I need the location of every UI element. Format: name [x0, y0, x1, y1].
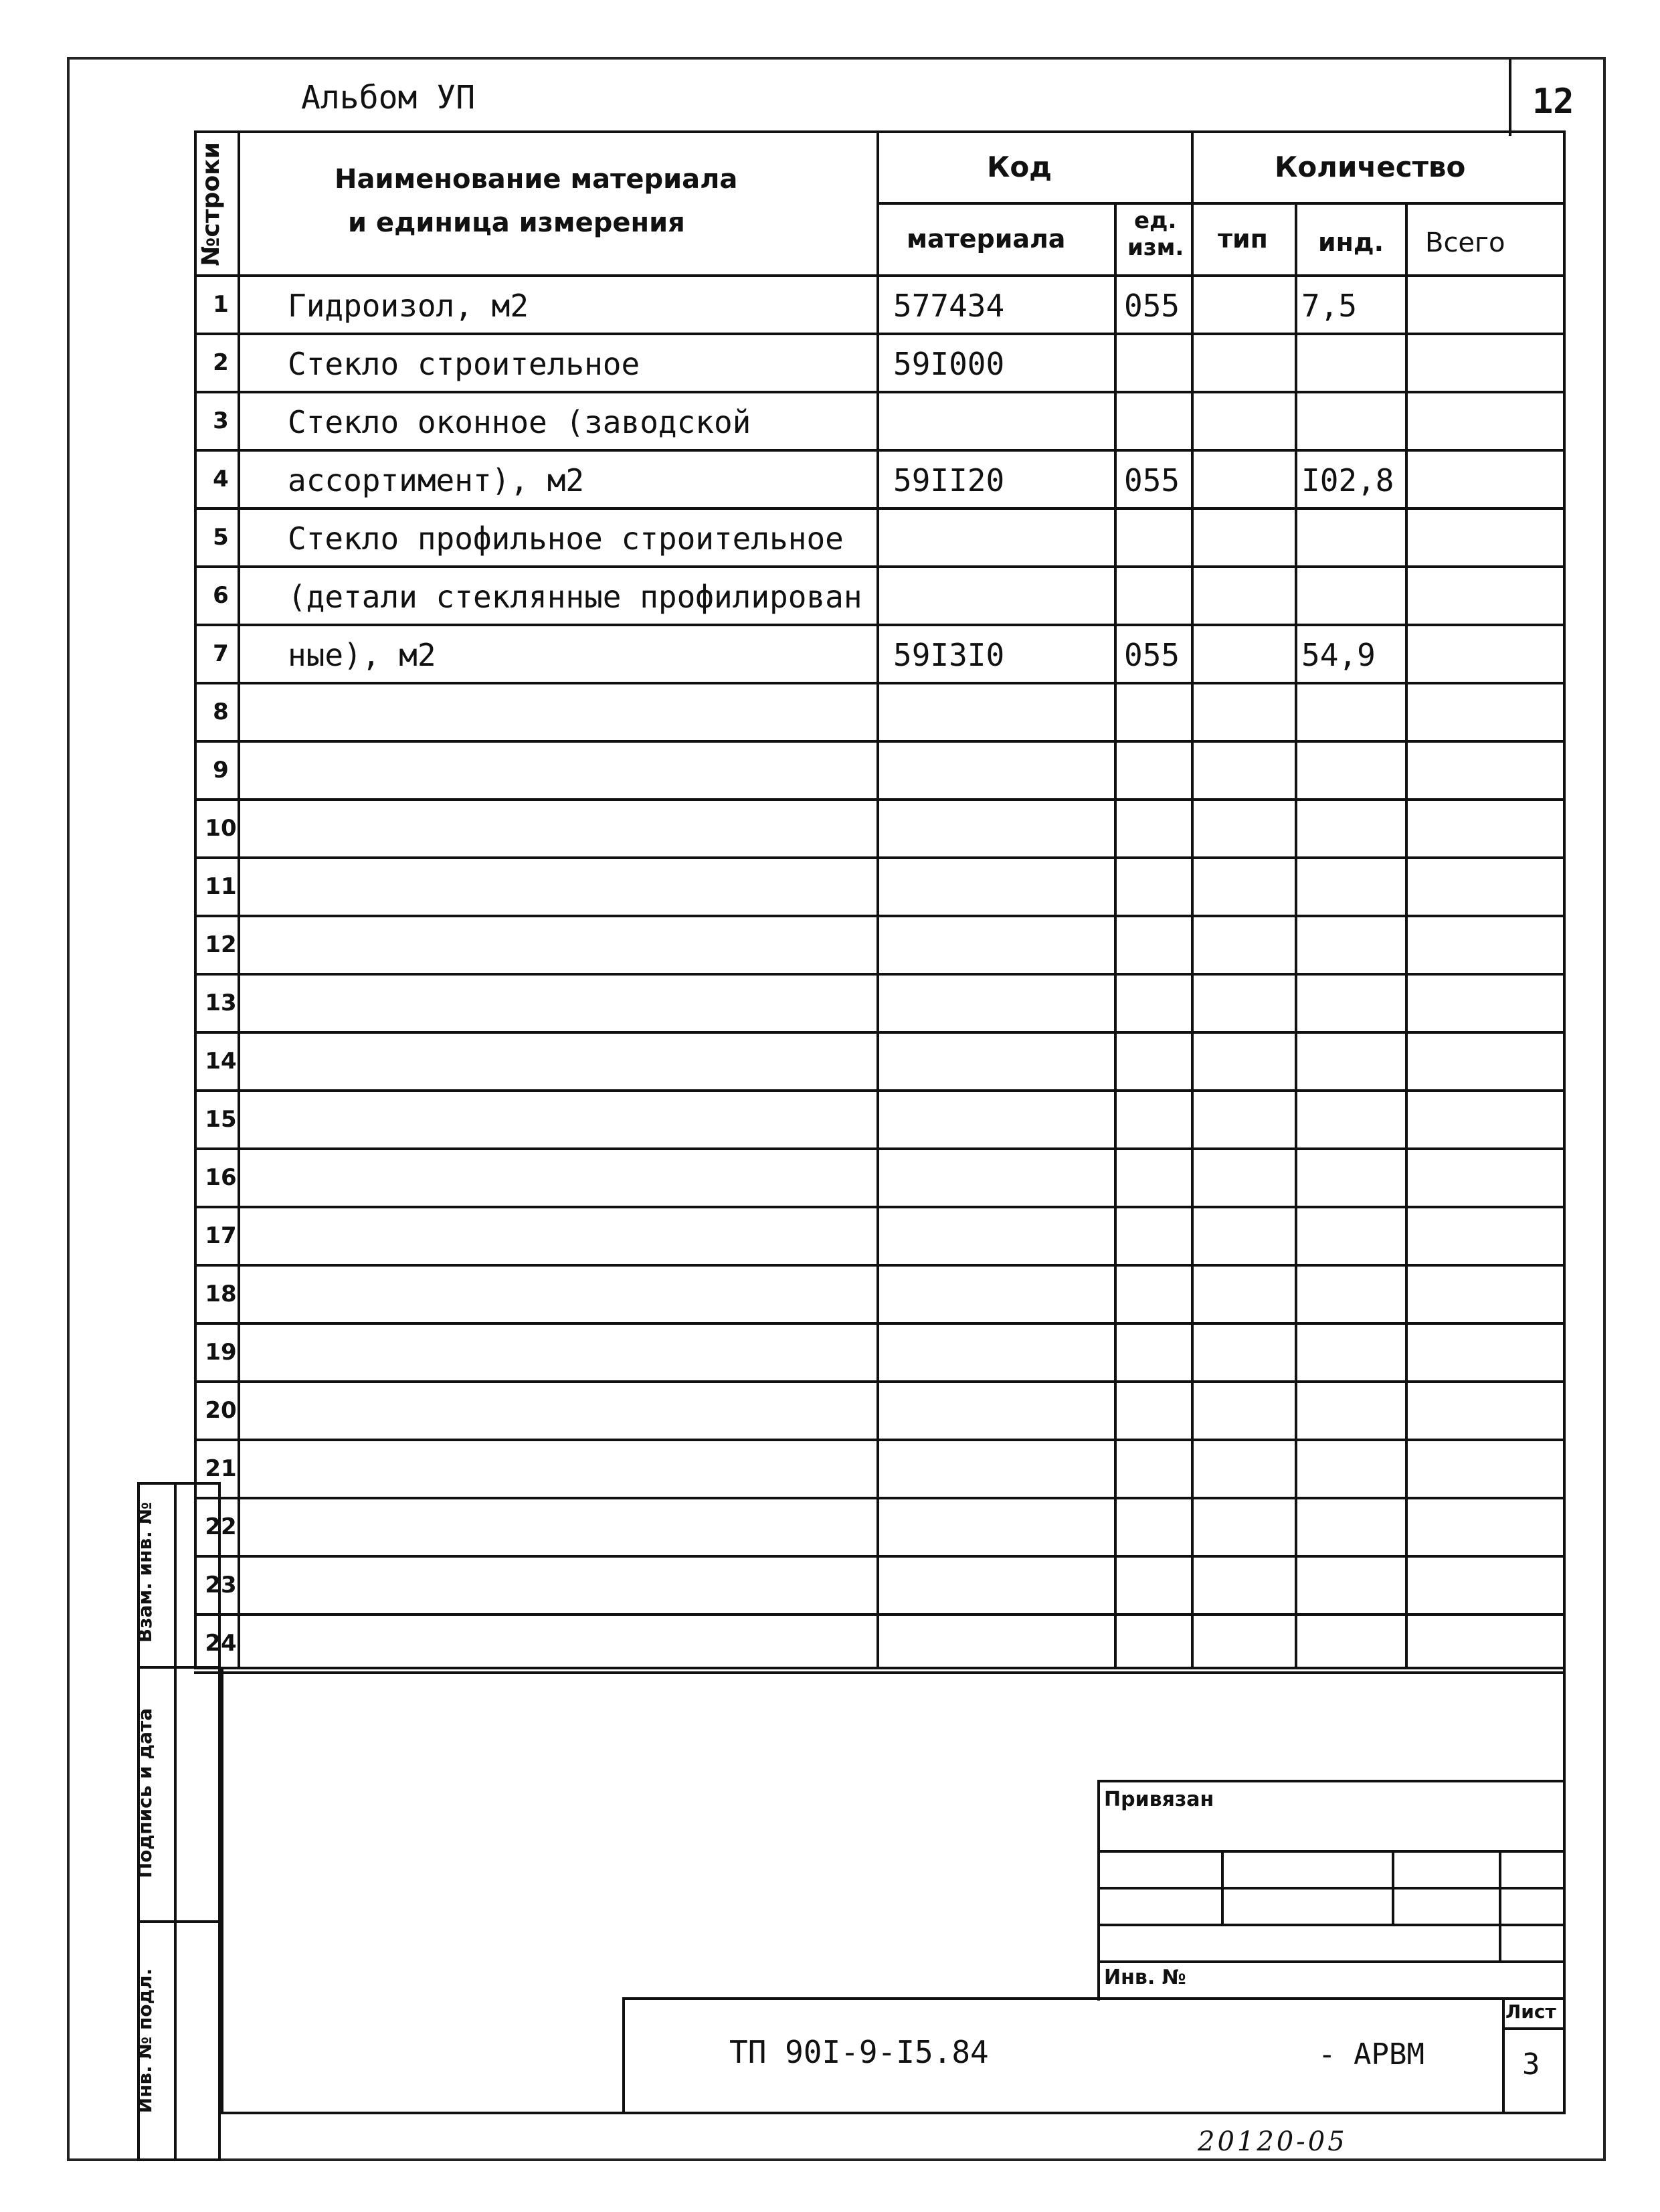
privyazan-col-3 [1499, 1850, 1501, 1960]
cell-n: 22 [205, 1513, 237, 1540]
table-row-line [194, 624, 1566, 626]
cell-n: 20 [205, 1397, 237, 1424]
table-row-line [194, 798, 1566, 801]
cell-n: 16 [205, 1164, 237, 1191]
header-mid-line [877, 202, 1566, 205]
inv-no-label: Инв. № [1104, 1966, 1186, 1989]
stamp-podpis-data: Подпись и дата [134, 1708, 156, 1879]
table-row-line [194, 1322, 1566, 1325]
cell-n: 14 [205, 1048, 237, 1075]
table-row-line [194, 1439, 1566, 1441]
table-row-line [194, 915, 1566, 917]
cell-code: 577434 [893, 288, 1005, 324]
cell-n: 2 [213, 349, 229, 376]
table-row-line [194, 1497, 1566, 1499]
cell-ind: 54,9 [1301, 637, 1376, 673]
privyazan-col-1 [1221, 1850, 1224, 1924]
cell-n: 5 [213, 524, 229, 551]
cell-n: 23 [205, 1572, 237, 1598]
cell-code: 59I3I0 [893, 637, 1005, 673]
material-header: материала [907, 224, 1066, 254]
side-stamp-line-2 [137, 1920, 221, 1923]
row-number-header: №строки [197, 142, 225, 266]
cell-name: Стекло профильное строительное [288, 521, 844, 557]
table-row-line [194, 1031, 1566, 1034]
table-row-line [194, 1206, 1566, 1208]
cell-n: 11 [205, 873, 237, 900]
cell-name: (детали стеклянные профилирован [288, 579, 862, 615]
type-ind-divider [1295, 202, 1297, 1669]
unit-header-line2: изм. [1127, 234, 1184, 261]
cell-n: 18 [205, 1281, 237, 1307]
document-code: ТП 90I-9-I5.84 [729, 2034, 989, 2070]
name-header-line2: и единица измерения [348, 207, 685, 238]
footer-archive-number: 20120-05 [1198, 2126, 1348, 2157]
table-row-line [194, 1089, 1566, 1092]
page-number: 12 [1532, 82, 1574, 122]
cell-n: 1 [213, 291, 229, 318]
table-row-line [194, 1380, 1566, 1383]
cell-unit: 055 [1124, 288, 1180, 324]
cell-name: ные), м2 [288, 637, 436, 673]
cell-name: Гидроизол, м2 [288, 288, 529, 324]
cell-code: 59I000 [893, 346, 1005, 382]
privyazan-col-2 [1392, 1850, 1394, 1924]
cell-n: 21 [205, 1455, 237, 1482]
table-row-line [194, 682, 1566, 684]
name-header-line1: Наименование материала [335, 164, 738, 195]
album-title: Альбом УП [301, 79, 476, 116]
cell-name: Стекло строительное [288, 346, 640, 382]
cell-unit: 055 [1124, 462, 1180, 498]
table-row-line [194, 973, 1566, 976]
ind-total-divider [1405, 202, 1408, 1669]
stamp-inv-podl: Инв. № подл. [134, 1968, 156, 2114]
table-row-line [194, 565, 1566, 568]
total-header: Всего [1425, 227, 1505, 258]
stamp-vzam-inv: Взам. инв. № [134, 1501, 156, 1643]
table-row-line [194, 856, 1566, 859]
table-row-line [194, 740, 1566, 743]
cell-n: 6 [213, 582, 229, 609]
cell-n: 13 [205, 990, 237, 1016]
cell-n: 24 [205, 1630, 237, 1657]
cell-unit: 055 [1124, 637, 1180, 673]
cell-n: 3 [213, 407, 229, 434]
cell-ind: 7,5 [1301, 288, 1358, 324]
cell-n: 7 [213, 640, 229, 667]
table-row-line [194, 1264, 1566, 1267]
header-bottom-line [194, 274, 1566, 277]
table-row-line [194, 1555, 1566, 1558]
privyazan-line-4 [1097, 1960, 1566, 1963]
table-row-line [194, 507, 1566, 510]
table-row-line [194, 333, 1566, 335]
cell-n: 19 [205, 1339, 237, 1366]
privyazan-label: Привязан [1104, 1788, 1214, 1811]
cell-name: ассортимент), м2 [288, 462, 585, 498]
cell-n: 17 [205, 1222, 237, 1249]
table-row-line [194, 1147, 1566, 1150]
privyazan-line-1 [1097, 1850, 1566, 1853]
cell-n: 15 [205, 1106, 237, 1133]
cell-ind: I02,8 [1301, 462, 1394, 498]
sheet-number: 3 [1522, 2047, 1540, 2082]
table-row-line [194, 449, 1566, 452]
code-unit-divider [1114, 202, 1117, 1669]
cell-name: Стекло оконное (заводской [288, 404, 751, 440]
privyazan-line-2 [1097, 1887, 1566, 1890]
table-row-line [194, 391, 1566, 393]
sheet-label-line [1502, 2027, 1566, 2030]
unit-header-line1: ед. [1134, 207, 1177, 234]
type-header: тип [1218, 224, 1268, 254]
cell-n: 10 [205, 815, 237, 842]
cell-n: 8 [213, 699, 229, 725]
quantity-header: Количество [1275, 151, 1466, 183]
sheet-label: Лист [1505, 2001, 1556, 2023]
cell-n: 9 [213, 757, 229, 784]
cell-n: 12 [205, 931, 237, 958]
cell-n: 4 [213, 466, 229, 492]
side-stamp-line-1 [137, 1666, 221, 1669]
ind-header: инд. [1318, 227, 1384, 257]
code-header: Код [987, 151, 1052, 183]
document-suffix: - АРВМ [1318, 2037, 1424, 2071]
cell-code: 59II20 [893, 462, 1005, 498]
sheet-divider [1502, 1997, 1505, 2114]
side-stamp-inner-line [174, 1482, 177, 2161]
page-number-divider [1509, 59, 1511, 136]
table-row-line [194, 1613, 1566, 1616]
privyazan-line-3 [1097, 1924, 1566, 1926]
